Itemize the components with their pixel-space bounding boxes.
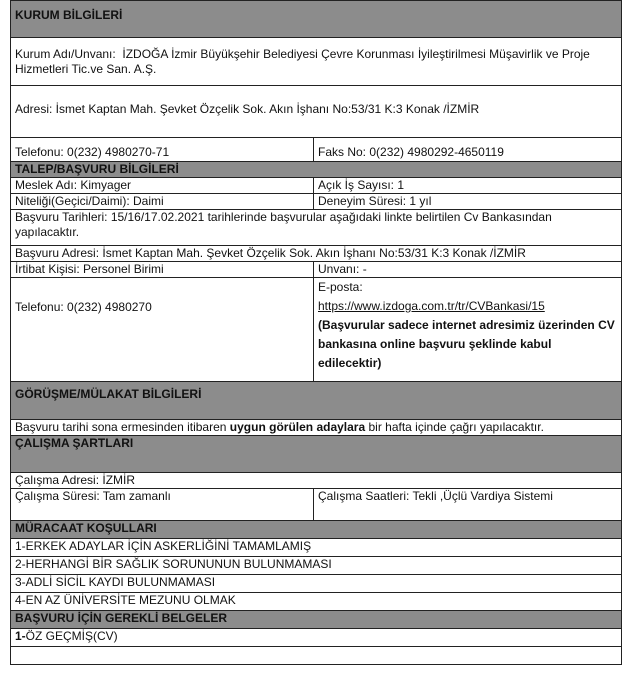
calisma-suresi: Çalışma Süresi: Tam zamanlı [11, 489, 314, 521]
basvuru-adresi: Başvuru Adresi: İsmet Kaptan Mah. Şevket Özçelik Sok. Akın İşhanı No:53/31 K:3 Konak /İZMİR [11, 246, 622, 262]
meslek-adi: Meslek Adı: Kimyager [11, 178, 314, 194]
gorusme-text-start: Başvuru tarihi sona ermesinden itibaren [15, 420, 230, 434]
kurum-header: KURUM BİLGİLERİ [11, 1, 622, 38]
muracaat-header: MÜRACAAT KOŞULLARI [11, 521, 622, 539]
calisma-header: ÇALIŞMA ŞARTLARI [11, 436, 622, 473]
niteligi: Niteliği(Geçici/Daimi): Daimi [11, 194, 314, 210]
deneyim-suresi: Deneyim Süresi: 1 yıl [314, 194, 622, 210]
muracaat-item: 4-EN AZ ÜNİVERSİTE MEZUNU OLMAK [11, 593, 622, 611]
kurum-adi-value: İZDOĞA İzmir Büyükşehir Belediyesi Çevre Korunması İyileştirilmesi Müşavirlik ve Proje Hizmetleri Tic.ve San. A.Ş. [15, 46, 590, 76]
talep-header: TALEP/BAŞVURU BİLGİLERİ [11, 162, 622, 178]
cv-bankasi-link[interactable]: https://www.izdoga.com.tr/tr/CVBankasi/15 [318, 299, 545, 313]
form-document [10, 0, 621, 665]
gorusme-text [11, 420, 622, 436]
belgeler-header: BAŞVURU İÇİN GEREKLİ BELGELER [11, 611, 622, 629]
talep-telefon: Telefonu: 0(232) 4980270 [11, 278, 314, 382]
belge-item-text: ÖZ GEÇMİŞ(CV) [25, 629, 118, 643]
muracaat-item: 3-ADLİ SİCİL KAYDI BULUNMAMASI [11, 575, 622, 593]
calisma-saatleri: Çalışma Saatleri: Tekli ,Üçlü Vardiya Sistemi [314, 489, 622, 521]
eposta-cell [314, 278, 622, 382]
kurum-faks: Faks No: 0(232) 4980292-4650119 [314, 138, 622, 162]
kurum-adres: Adresi: İsmet Kaptan Mah. Şevket Özçelik Sok. Akın İşhanı No:53/31 K:3 Konak /İZMİR [11, 86, 622, 138]
muracaat-item: 1-ERKEK ADAYLAR İÇİN ASKERLİĞİNİ TAMAMLAMIŞ [11, 539, 622, 557]
gorusme-text-bold: uygun görülen adaylara [229, 420, 366, 434]
kurum-adi [11, 38, 622, 86]
irtibat-kisisi: İrtibat Kişisi: Personel Birimi [11, 262, 314, 278]
belge-item [11, 629, 622, 647]
belge-empty-row [11, 647, 622, 665]
basvuru-tarihleri: Başvuru Tarihleri: 15/16/17.02.2021 tarihlerinde başvurular aşağıdaki linkte belirtilen Cv Bankasından yapılacaktır. [11, 210, 622, 246]
calisma-adresi: Çalışma Adresi: İZMİR [11, 473, 622, 489]
gorusme-header: GÖRÜŞME/MÜLAKAT BİLGİLERİ [11, 382, 622, 420]
eposta-note: (Başvurular sadece internet adresimiz üzerinden CV bankasına online başvuru şeklinde kabul edilecektir) [318, 318, 615, 370]
eposta-label: E-posta: [318, 280, 363, 294]
kurum-adi-label: Kurum Adı/Unvanı: [15, 46, 116, 61]
belge-item-num: 1- [15, 629, 26, 643]
kurum-telefon: Telefonu: 0(232) 4980270-71 [11, 138, 314, 162]
unvani: Unvanı: - [314, 262, 622, 278]
muracaat-item: 2-HERHANGİ BİR SAĞLIK SORUNUNUN BULUNMAMASI [11, 557, 622, 575]
acik-is-sayisi: Açık İş Sayısı: 1 [314, 178, 622, 194]
form-table [10, 0, 622, 665]
gorusme-text-end: bir hafta içinde çağrı yapılacaktır. [365, 420, 544, 434]
